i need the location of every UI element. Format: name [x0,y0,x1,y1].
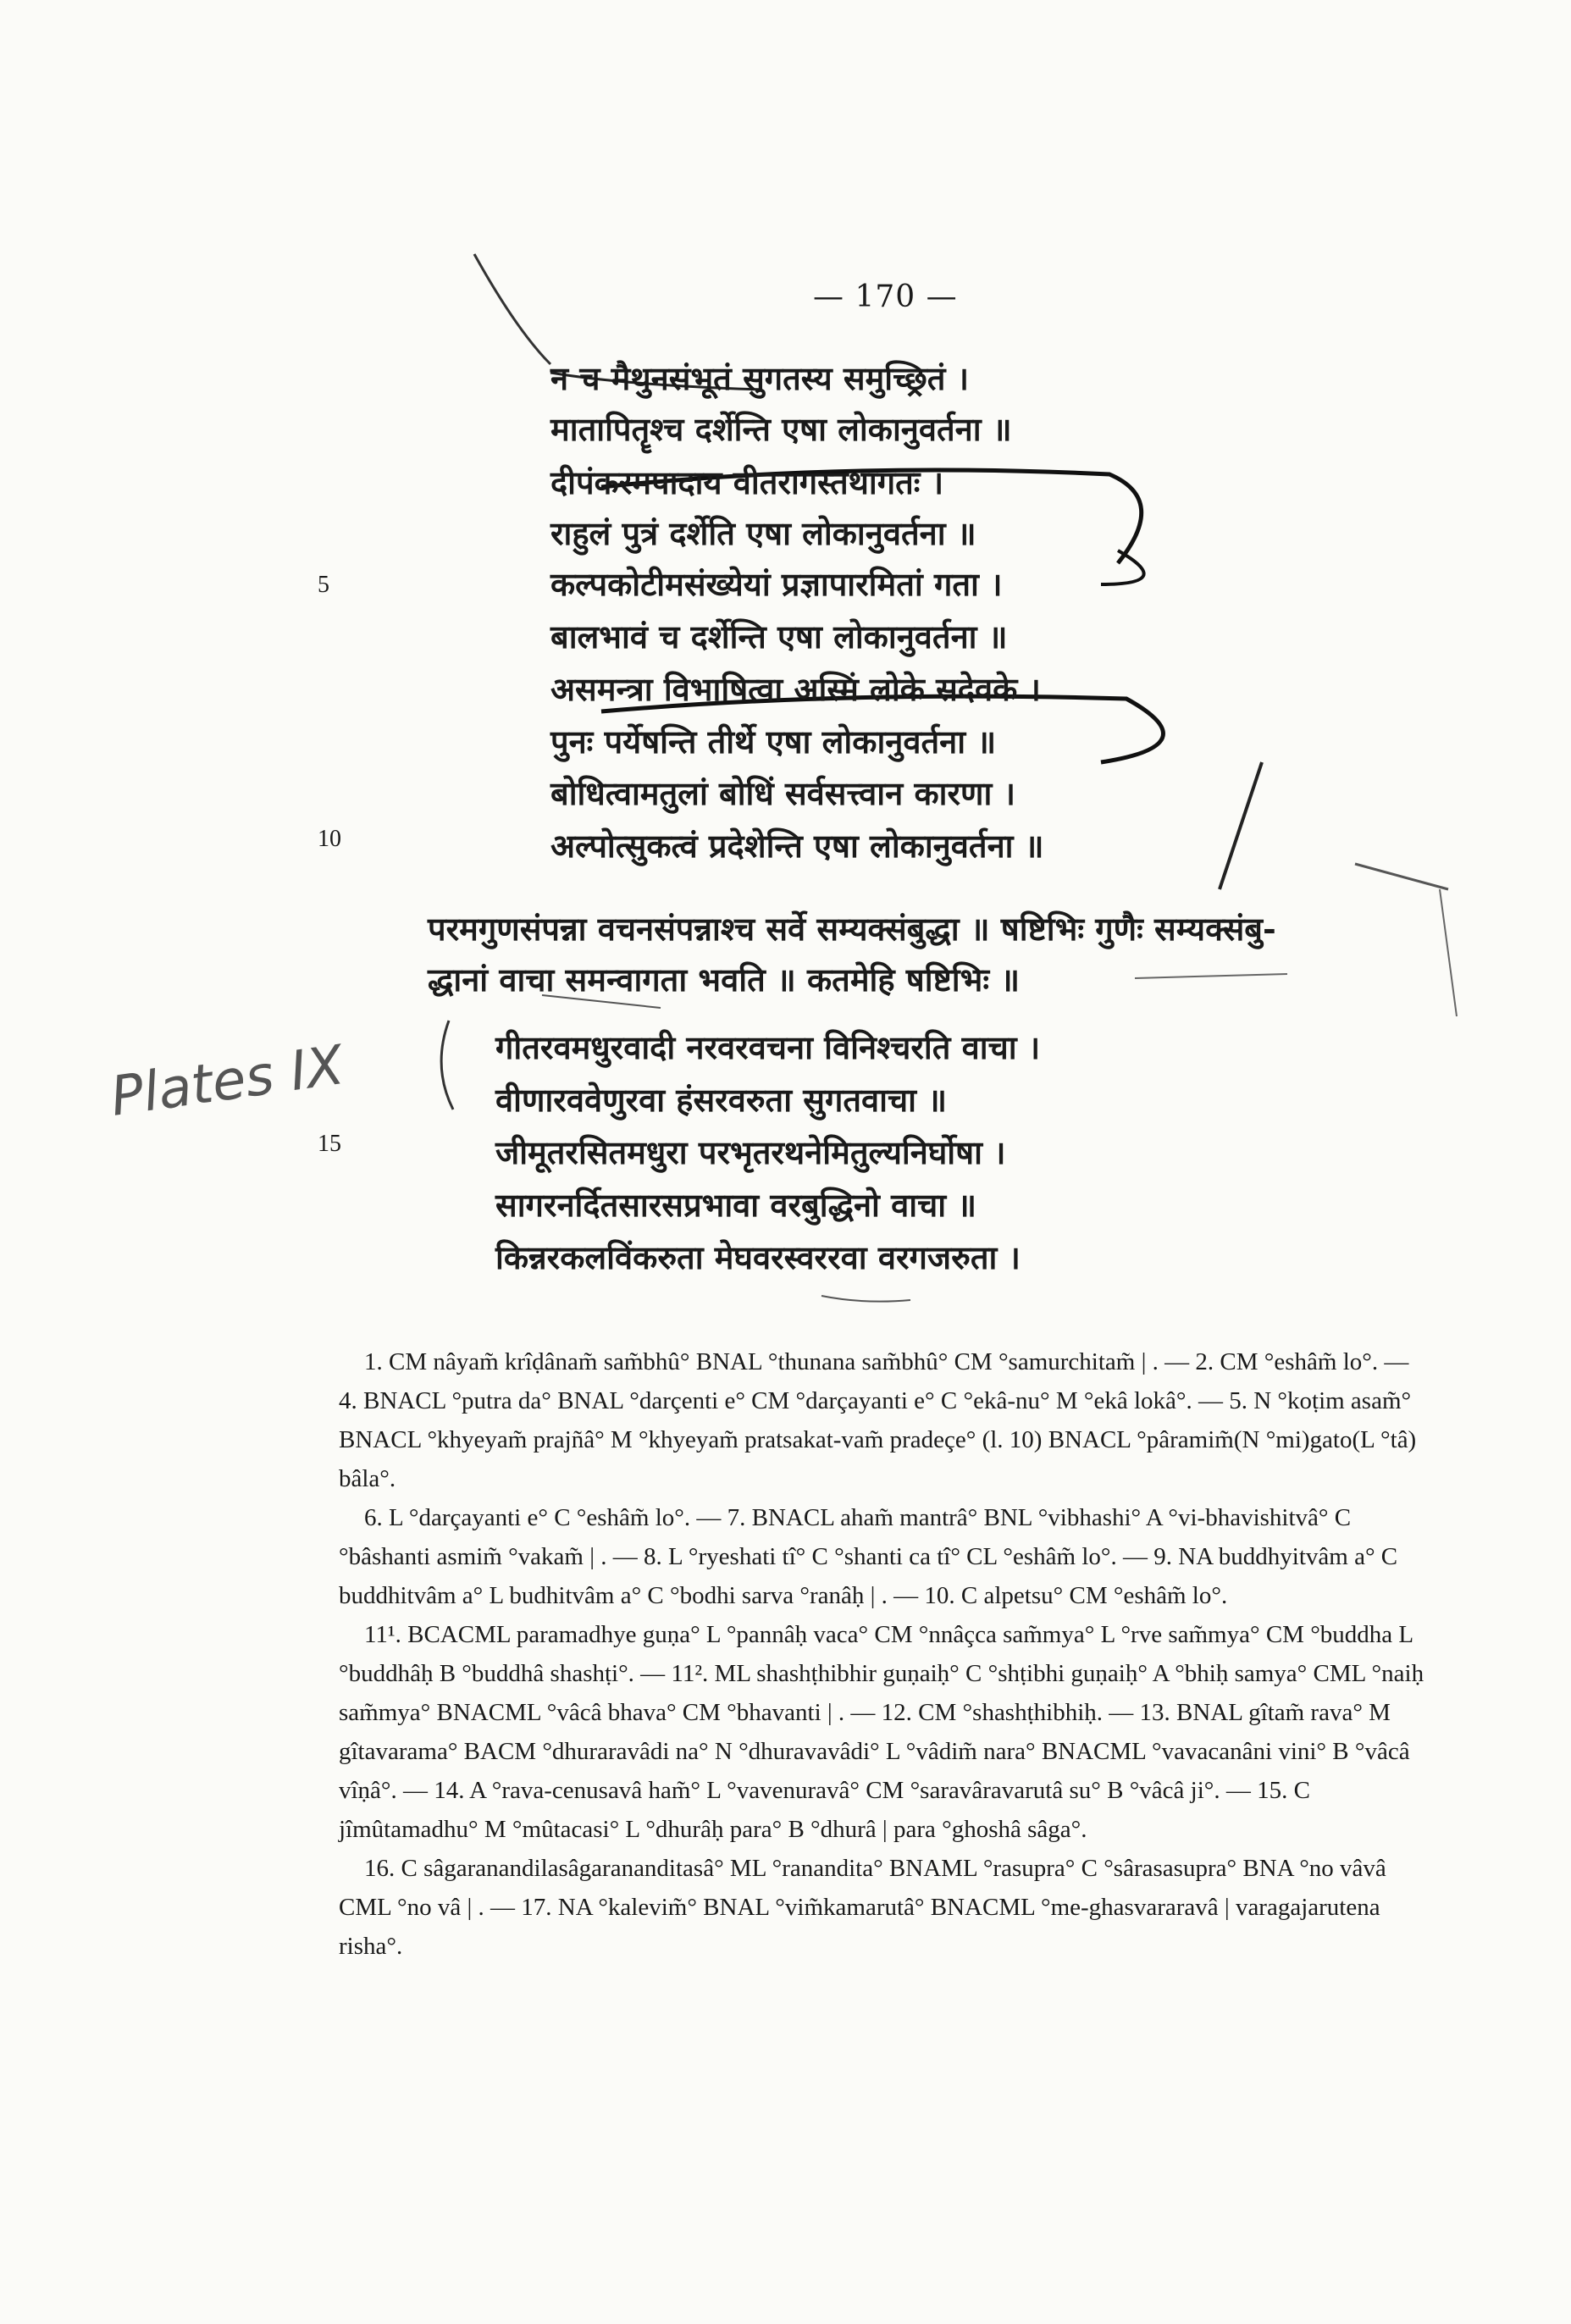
verse-line: गीतरवमधुरवादी नरवरवचना विनिश्चरति वाचा । [495,1028,1041,1066]
verse-line: अल्पोत्सुकत्वं प्रदेशेन्ति एषा लोकानुवर्तना ॥ [550,827,1044,865]
verse-line: बालभावं च दर्शेन्ति एषा लोकानुवर्तना ॥ [550,617,1008,656]
verse-line: असमन्त्रा विभाषित्वा अस्मिं लोके सदेवके । [550,670,1041,708]
verse-line: न च मैथुनसंभूतं सुगतस्य समुच्छ्रितं । [550,359,970,397]
line-number: 5 [318,572,329,598]
verse-line: राहुलं पुत्रं दर्शेति एषा लोकानुवर्तना ॥ [550,514,976,552]
handwritten-note: Plates IX [107,1034,348,1129]
footnote: 16. C sâgaranandilasâgarananditasâ° ML °ranandita° BNAML °rasupra° C °sârasasupra° BNA °no vâvâ CML °no vâ | . — 17. NA °kalevim̃° BNAL °vim̃kamarutâ° BNACML °me-ghasvararavâ | varagajarutena risha°. [339,1855,1386,1960]
footnote: 11¹. BCACML paramadhye guṇa° L °pannâḥ vaca° CM °nnâçca sam̃mya° L °rve sam̃mya° CM °buddha L °buddhâḥ B °buddhâ shashṭi°. — 11². ML shashṭhibhir guṇaiḥ° C °shṭibhi guṇaiḥ° A °bhiḥ samya° CML °naiḥ sam̃mya° BNACML °vâcâ bhava° CM °bhavanti | . — 12. CM °shashṭhibhiḥ. — 13. BNAL gîtam̃ rava° M gîtavarama° BACM °dhuraravâdi na° N °dhuravavâdi° L °vâdim̃ nara° BNACML °vavacanâni vini° B °vâcâ vîṇâ°. — 14. A °rava-cenusavâ ham̃° L °vavenuravâ° CM °saravâravarutâ su° B °vâcâ ji°. — 15. C jîmûtamadhu° M °mûtacasi° L °dhurâḥ para° B °dhurâ | para °ghoshâ sâga°. [339,1621,1424,1843]
verse-line: सागरनर्दितसारसप्रभावा वरबुद्धिनो वाचा ॥ [495,1186,977,1224]
verse-line: बोधित्वामतुलां बोधिं सर्वसत्त्वान कारणा । [550,774,1015,812]
verse-line: दीपंकरमपादाय वीतरागस्तथागतः । [550,463,944,501]
verse-line: किन्नरकलविंकरुता मेघवरस्वररवा वरगजरुता । [495,1238,1021,1276]
prose-line: द्धानां वाचा समन्वागता भवति ॥ कतमेहि षष्टिभिः ॥ [428,960,1021,999]
verse-line: कल्पकोटीमसंख्येयां प्रज्ञापारमितां गता । [550,565,1003,603]
verse-line: मातापितॄश्च दर्शेन्ति एषा लोकानुवर्तना ॥ [550,410,1012,448]
footnote: 1. CM nâyam̃ krîḍânam̃ sam̃bhû° BNAL °thunana sam̃bhû° CM °samurchitam̃ | . — 2. CM °eshâm̃ lo°. — 4. BNACL °putra da° BNAL °darçenti e° CM °darçayanti e° C °ekâ-nu° M °ekâ lokâ°. — 5. N °koṭim asam̃° BNACL °khyeyam̃ prajñâ° M °khyeyam̃ pratsakat-vam̃ pradeçe° (l. 10) BNACL °pâramim̃(N °mi)gato(L °tâ) bâla°. [339,1348,1417,1492]
line-number: 10 [318,826,341,852]
footnote: 6. L °darçayanti e° C °eshâm̃ lo°. — 7. BNACL aham̃ mantrâ° BNL °vibhashi° A °vi-bhavishitvâ° C °bâshanti asmim̃ °vakam̃ | . — 8. L °ryeshati tî° C °shanti ca tî° CL °eshâm̃ lo°. — 9. NA buddhyitvâm a° C buddhitvâm a° L budhitvâm a° C °bodhi sarva °ranâḥ | . — 10. C alpetsu° CM °eshâm̃ lo°. [339,1504,1398,1609]
verse-line: पुनः पर्येषन्ति तीर्थे एषा लोकानुवर्तना ॥ [550,722,997,761]
line-number: 15 [318,1131,341,1157]
footnotes [339,1342,1431,1966]
prose-line: परमगुणसंपन्ना वचनसंपन्नाश्च सर्वे सम्यक्संबुद्धा ॥ षष्टिभिः गुणैः सम्यक्संबु- [428,910,1276,948]
page-number: — 170 — [813,279,958,314]
verse-line: वीणारववेणुरवा हंसरवरुता सुगतवाचा ॥ [495,1081,947,1119]
verse-line: जीमूतरसितमधुरा परभृतरथनेमितुल्यनिर्घोषा । [495,1133,1006,1171]
